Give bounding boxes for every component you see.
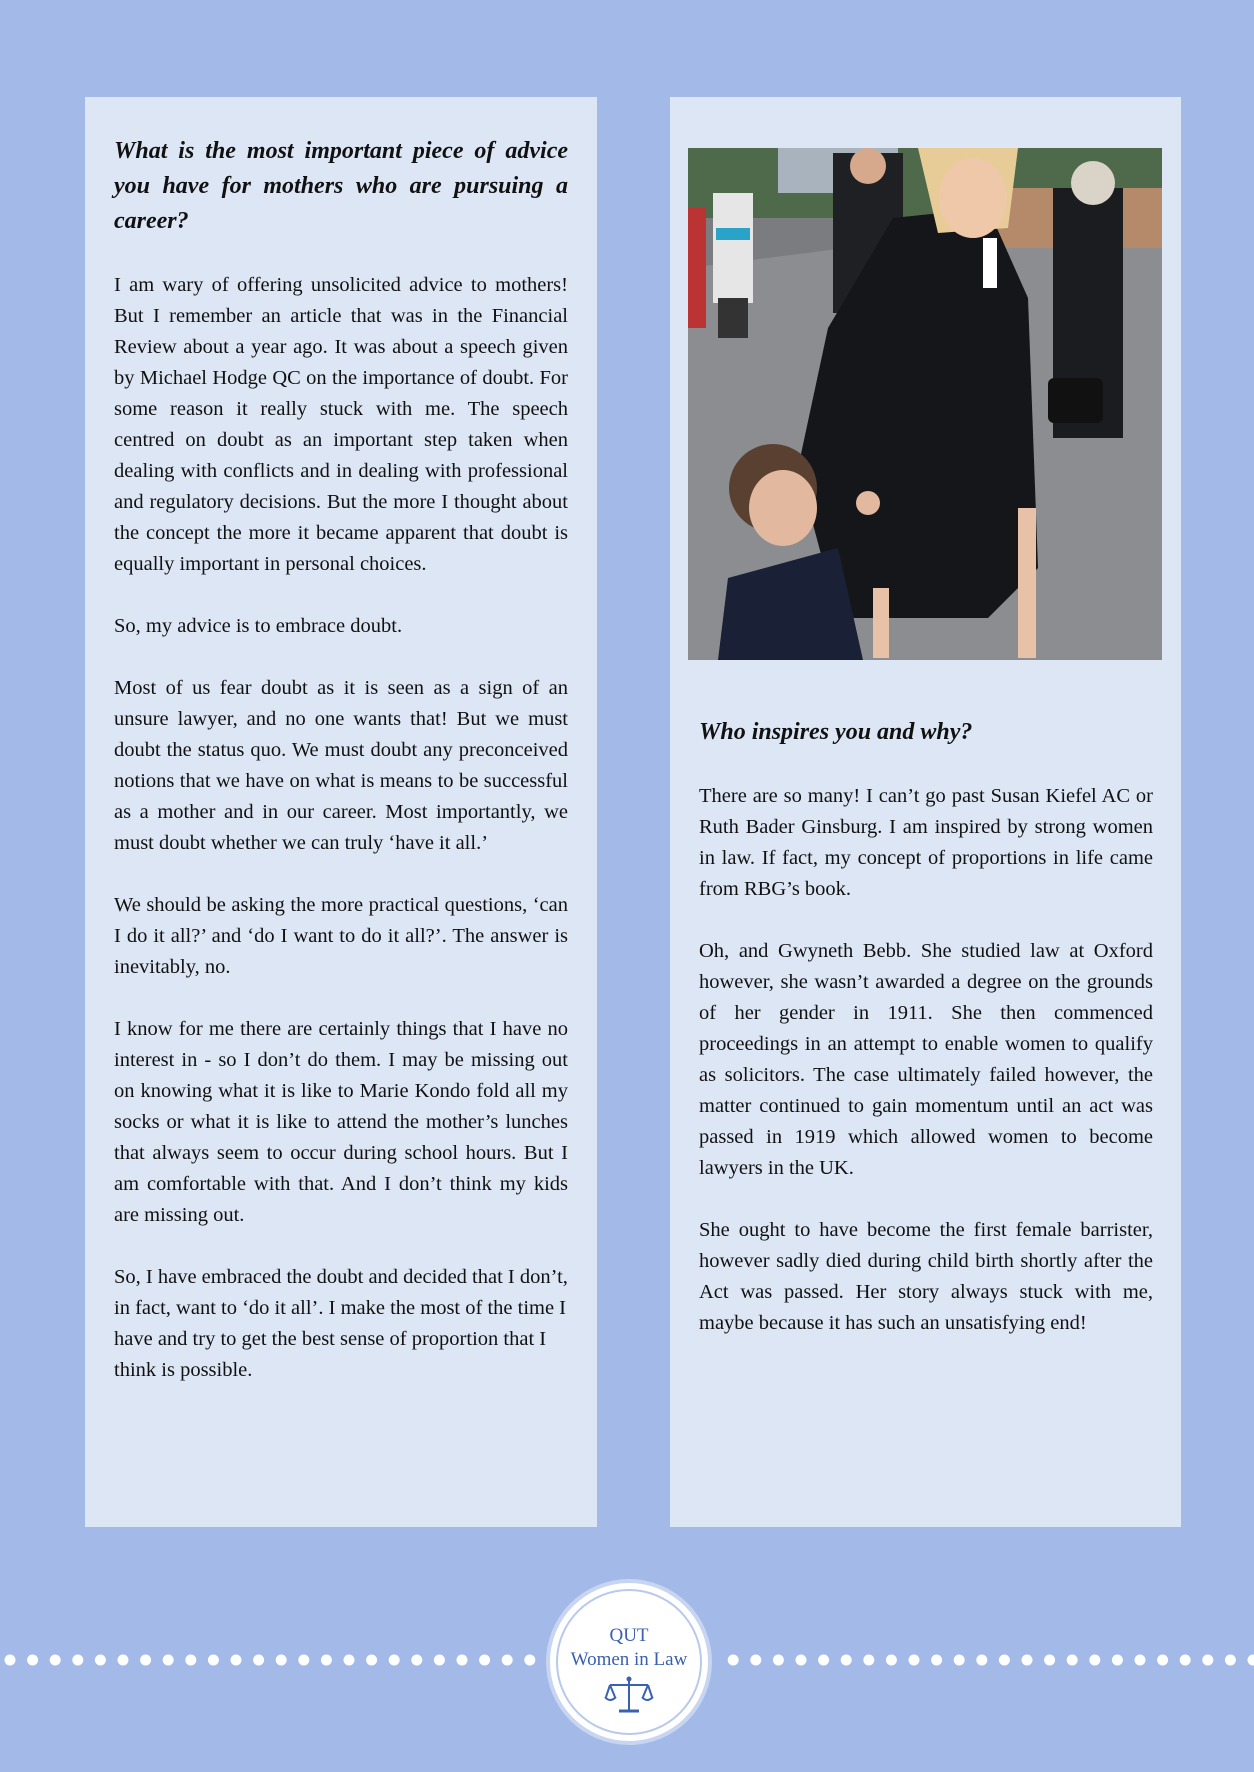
divider-dot <box>321 1655 332 1666</box>
inspiration-paragraph-2: Oh, and Gwyneth Bebb. She studied law at Oxford however, she wasn’t awarded a degree on the grounds of her gender in 1911. She then commenced proceedings in an attempt to enable women to qualify as solicitors. The case ultimately failed however, the matter continued to gain momentum until an act was passed in 1919 which allowed women to become lawyers in the UK. <box>699 940 1153 1179</box>
divider-dot <box>72 1655 83 1666</box>
divider-dot <box>389 1655 400 1666</box>
qut-women-in-law-logo <box>550 1583 708 1741</box>
right-column-panel <box>670 97 1181 1527</box>
divider-dot <box>954 1655 965 1666</box>
divider-dot <box>163 1655 174 1666</box>
divider-dot <box>185 1655 196 1666</box>
divider-dot <box>773 1655 784 1666</box>
divider-dot <box>931 1655 942 1666</box>
advice-paragraph-6: So, I have embraced the doubt and decided that I don’t, in fact, want to ‘do it all’. I make the most of the time I have and try to get the best sense of proportion that I think is possible. <box>114 1266 568 1381</box>
advice-question-heading: What is the most important piece of advice you have for mothers who are pursuing a career? <box>114 138 568 234</box>
divider-dot <box>95 1655 106 1666</box>
advice-paragraph-4: We should be asking the more practical questions, ‘can I do it all?’ and ‘do I want to do it all?’. The answer is inevitably, no. <box>114 894 568 978</box>
divider-dot <box>1067 1655 1078 1666</box>
divider-dot <box>140 1655 151 1666</box>
scales-of-justice-icon <box>604 1676 654 1716</box>
divider-dot <box>841 1655 852 1666</box>
divider-dot <box>1225 1655 1236 1666</box>
advice-paragraph-2: So, my advice is to embrace doubt. <box>114 615 403 637</box>
divider-dot <box>344 1655 355 1666</box>
logo-line-women-in-law: Women in Law <box>570 1649 688 1670</box>
left-column-panel <box>85 97 597 1527</box>
divider-dot <box>1089 1655 1100 1666</box>
divider-dot <box>502 1655 513 1666</box>
inspiration-paragraph-1: There are so many! I can’t go past Susan Kiefel AC or Ruth Bader Ginsburg. I am inspired by strong women in law. If fact, my concept of proportions in life came from RBG’s book. <box>699 785 1153 900</box>
divider-dot <box>818 1655 829 1666</box>
divider-dot <box>886 1655 897 1666</box>
divider-dot <box>524 1655 535 1666</box>
divider-dot <box>276 1655 287 1666</box>
divider-dot <box>5 1655 16 1666</box>
divider-dot <box>231 1655 242 1666</box>
divider-dot <box>434 1655 445 1666</box>
divider-dot <box>1044 1655 1055 1666</box>
divider-dot <box>479 1655 490 1666</box>
divider-dot <box>863 1655 874 1666</box>
divider-dot <box>1135 1655 1146 1666</box>
logo-line-qut: QUT <box>609 1625 649 1646</box>
advice-paragraph-3: Most of us fear doubt as it is seen as a sign of an unsure lawyer, and no one wants that! But we must doubt the status quo. We must doubt any preconceived notions that we have on what is means to be successful as a mother and in our career. Most importantly, we must doubt whether we can truly ‘have it all.’ <box>114 677 568 854</box>
divider-dot <box>208 1655 219 1666</box>
divider-dot <box>1112 1655 1123 1666</box>
courthouse-photo <box>688 148 1162 660</box>
advice-paragraph-1: I am wary of offering unsolicited advice to mothers! But I remember an article that was in the Financial Review about a year ago. It was about a speech given by Michael Hodge QC on the importance of doubt. For some reason it really stuck with me. The speech centred on doubt as an important step taken when dealing with conflicts and in dealing with professional and regulatory decisions. But the more I thought about the concept the more it became apparent that doubt is equally important in personal choices. <box>114 274 568 575</box>
divider-dot <box>27 1655 38 1666</box>
divider-dot <box>366 1655 377 1666</box>
divider-dot <box>1202 1655 1213 1666</box>
divider-dot <box>976 1655 987 1666</box>
divider-dot <box>750 1655 761 1666</box>
inspiration-question-heading: Who inspires you and why? <box>699 719 973 745</box>
divider-dot <box>253 1655 264 1666</box>
divider-dot <box>909 1655 920 1666</box>
divider-dot <box>1180 1655 1191 1666</box>
divider-dot <box>1022 1655 1033 1666</box>
divider-dot <box>796 1655 807 1666</box>
divider-dot <box>411 1655 422 1666</box>
divider-dot <box>999 1655 1010 1666</box>
divider-dot <box>50 1655 61 1666</box>
inspiration-paragraph-3: She ought to have become the first female barrister, however sadly died during child birth shortly after the Act was passed. Her story always stuck with me, maybe because it has such an unsatisfying end! <box>699 1219 1153 1334</box>
advice-paragraph-5: I know for me there are certainly things that I have no interest in - so I don’t do them. I may be missing out on knowing what it is like to Marie Kondo fold all my socks or what it is like to attend the mother’s lunches that always seem to occur during school hours. But I am comfortable with that. And I don’t think my kids are missing out. <box>114 1018 568 1226</box>
divider-dot <box>298 1655 309 1666</box>
divider-dot <box>118 1655 129 1666</box>
divider-dot <box>728 1655 739 1666</box>
divider-dot <box>1157 1655 1168 1666</box>
divider-dot <box>1248 1655 1254 1666</box>
divider-dot <box>457 1655 468 1666</box>
